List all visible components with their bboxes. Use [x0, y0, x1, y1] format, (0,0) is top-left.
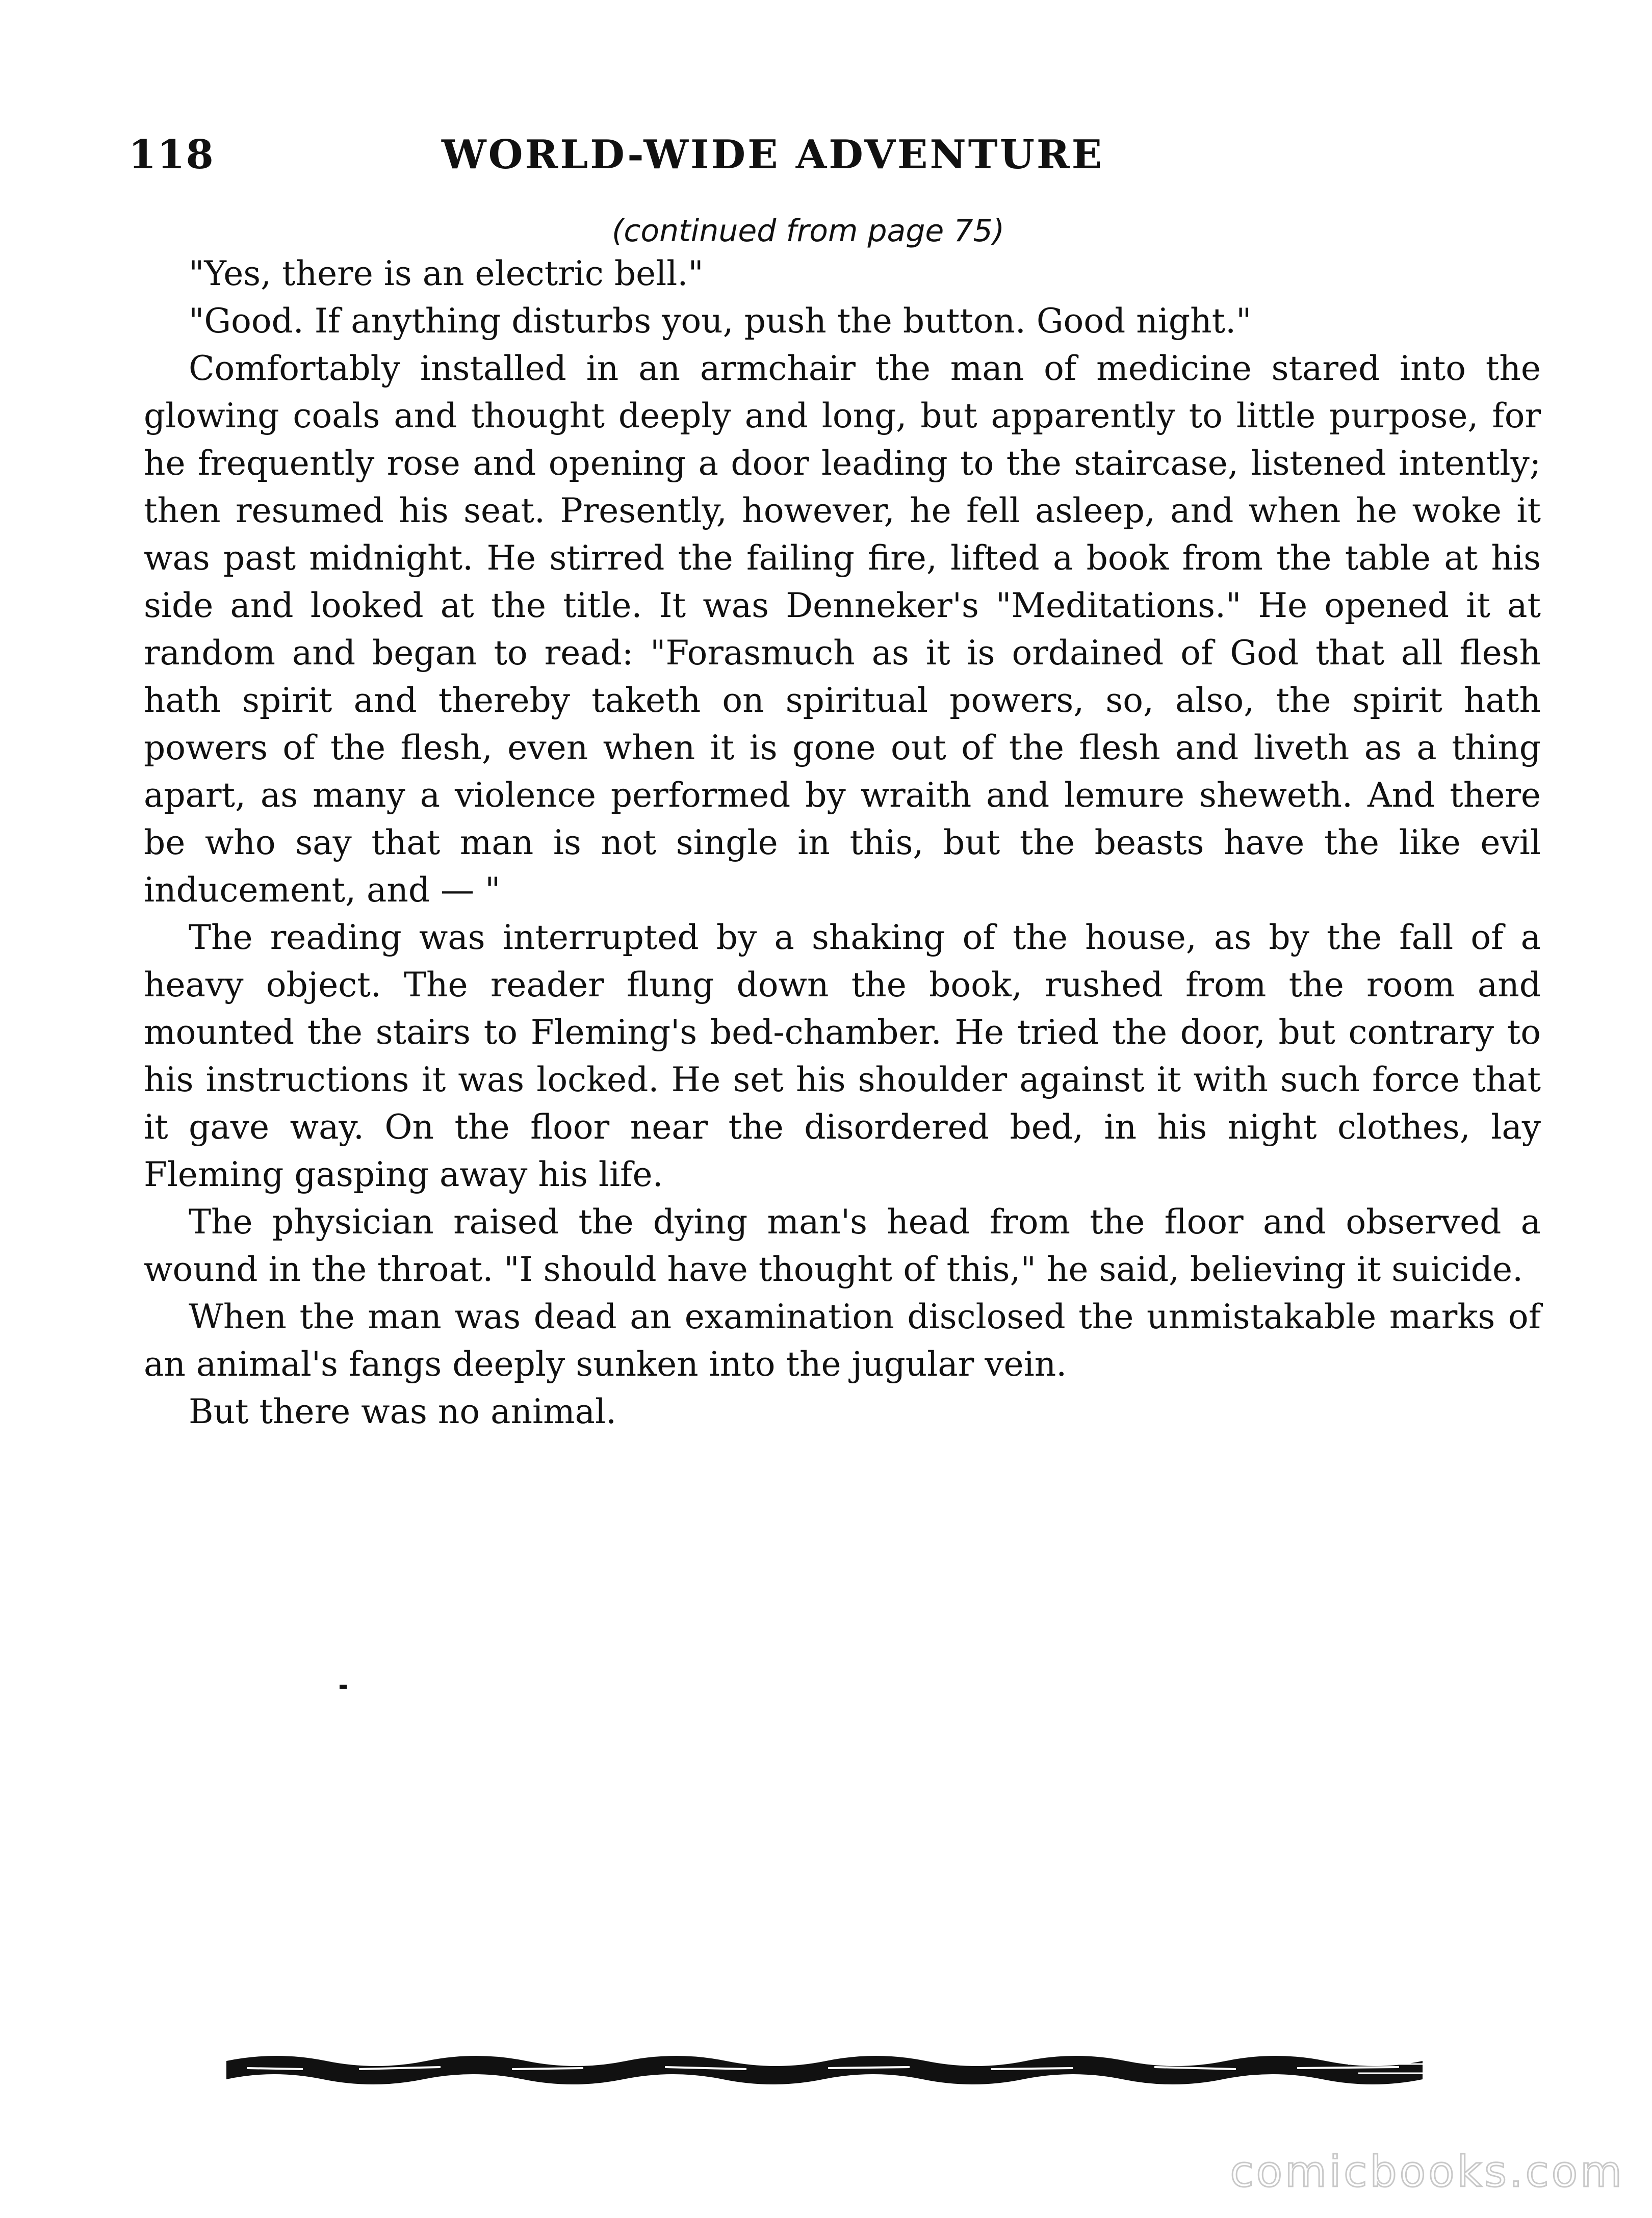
- paragraph-3: Comfortably installed in an armchair the man of medicine stared into the glowing coals and thought deeply and long, but apparently to little purpose, for he frequently rose and opening a door leading to the staircase, listened intently; then resumed his seat. Presently, however, he fell asleep, and when he woke it was past midnight. He stirred the failing fire, lifted a book from the table at his side and looked at the title. It was Denneker's "Meditations." He opened it at random and began to read: "Forasmuch as it is ordained of God that all flesh hath spirit and thereby taketh on spiritual powers, so, also, the spirit hath powers of the flesh, even when it is gone out of the flesh and liveth as a thing apart, as many a violence performed by wraith and lemure sheweth. And there be who say that man is not single in this, but the beasts have the like evil inducement, and — ": [144, 349, 1541, 910]
- paragraph-5: The physician raised the dying man's head from the floor and observed a wound in the throat. "I should have thought of this," he said, believing it suicide.: [144, 1202, 1541, 1289]
- paragraph-4: The reading was interrupted by a shaking of the house, as by the fall of a heavy object. The reader flung down the book, rushed from the room and mounted the stairs to Fleming's bed-chamber. He tried the door, but contrary to his instructions it was locked. He set his shoulder against it with such force that it gave way. On the floor near the disordered bed, in his night clothes, lay Fleming gasping away his life.: [144, 918, 1541, 1194]
- paragraph-2: "Good. If anything disturbs you, push the button. Good night.": [189, 301, 1252, 341]
- paragraph-1: "Yes, there is an electric bell.": [189, 254, 704, 293]
- wavy-rule-icon: [226, 2054, 1423, 2085]
- ink-speck: [340, 1685, 347, 1689]
- continued-note: (continued from page 75): [612, 213, 1005, 249]
- story-body: [144, 250, 1541, 1435]
- watermark: comicbooks.com: [1230, 2147, 1624, 2197]
- paragraph-6: When the man was dead an examination disclosed the unmistakable marks of an animal's fangs deeply sunken into the jugular vein.: [144, 1297, 1541, 1384]
- paragraph-7: But there was no animal.: [189, 1392, 617, 1431]
- page-number: 118: [128, 132, 215, 178]
- running-head: WORLD-WIDE ADVENTURE: [442, 132, 1104, 178]
